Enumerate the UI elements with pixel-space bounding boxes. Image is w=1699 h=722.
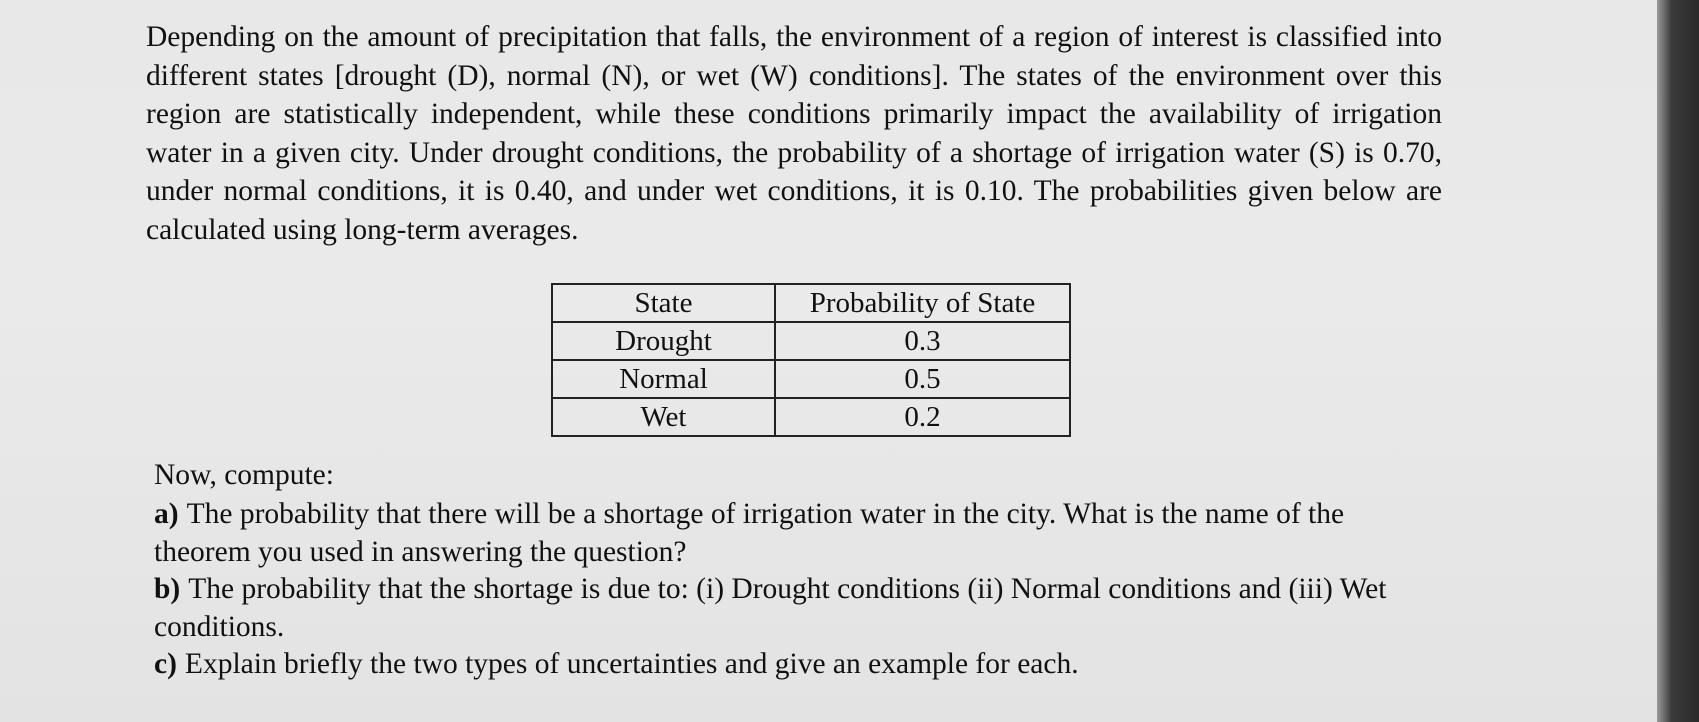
question-label: c) xyxy=(154,648,177,680)
question-item xyxy=(154,646,1444,684)
compute-prompt: Now, compute: xyxy=(154,459,334,491)
question-text: The probability that the shortage is due to: (i) Drought conditions (ii) Normal conditions and (iii) Wet conditions. xyxy=(154,573,1387,643)
question-item xyxy=(154,496,1444,571)
question-text: Explain briefly the two types of uncertainties and give an example for each. xyxy=(184,648,1079,680)
table-cell-state: Normal xyxy=(552,360,775,398)
table-row xyxy=(552,360,1070,398)
question-list xyxy=(154,496,1444,684)
question-text: The probability that there will be a shortage of irrigation water in the city. What is the name of the theorem you used in answering the question? xyxy=(154,498,1345,568)
question-item xyxy=(154,571,1444,646)
question-label: b) xyxy=(154,573,181,605)
table-row xyxy=(552,398,1070,436)
table-cell-probability: 0.2 xyxy=(775,398,1070,436)
table-row xyxy=(552,322,1070,360)
table-cell-state: Drought xyxy=(552,322,775,360)
table-header-row xyxy=(552,284,1070,322)
table-header-state: State xyxy=(552,284,775,322)
table-cell-probability: 0.3 xyxy=(775,322,1070,360)
table-header-probability: Probability of State xyxy=(775,284,1070,322)
state-probability-table xyxy=(551,283,1071,437)
question-label: a) xyxy=(154,498,179,530)
screen-bezel xyxy=(1657,0,1699,722)
problem-statement: Depending on the amount of precipitation that falls, the environment of a region of interest is classified into different states [drought (D), normal (N), or wet (W) conditions]. The states of the environment over this region are statistically independent, while these conditions primarily impact the availability of irrigation water in a given city. Under drought conditions, the probability of a shortage of irrigation water (S) is 0.70, under normal conditions, it is 0.40, and under wet conditions, it is 0.10. The probabilities given below are calculated using long-term averages. xyxy=(146,21,1442,246)
table-cell-probability: 0.5 xyxy=(775,360,1070,398)
table-cell-state: Wet xyxy=(552,398,775,436)
